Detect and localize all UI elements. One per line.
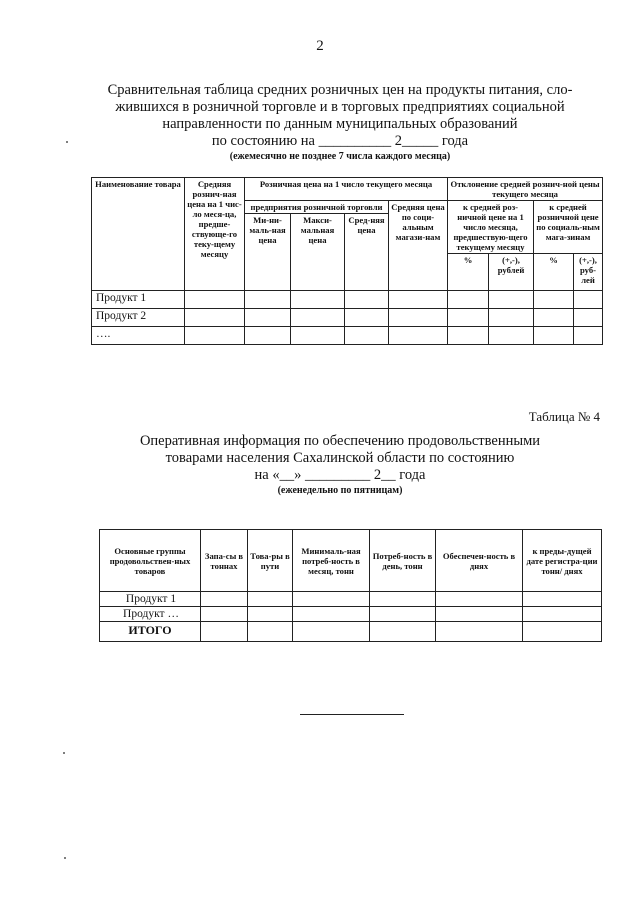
row-label: …. (92, 327, 185, 345)
col-header-retail-price-group: Розничная цена на 1 число текущего месяца (245, 178, 448, 201)
col-header-min-demand: Минималь-ная потреб-ность в месяц, тонн (293, 530, 370, 592)
col-header-avg-price-prev: Средняя рознич-ная цена на 1 чис-ло меся-ца, предше-ствующе-го теку-щему месяцу (185, 178, 245, 291)
col-header-to-prev-month: к средней роз-ничной цене на 1 число месяца, предшествую-щего текущему месяцу (448, 201, 534, 254)
total-label: ИТОГО (100, 622, 201, 642)
page-number: 2 (316, 38, 324, 54)
scan-speck (63, 752, 65, 754)
food-supply-table (99, 529, 602, 642)
table1-header-row-1 (92, 178, 603, 201)
scan-speck (64, 857, 66, 859)
section2-note: (еженедельно по пятницам) (277, 485, 403, 496)
col-header-in-transit: Това-ры в пути (248, 530, 293, 592)
table-row (92, 291, 603, 309)
footer-rule (300, 714, 404, 715)
col-header-food-groups: Основные группы продовольствен-ных товаров (100, 530, 201, 592)
col-header-rub-1: (+,-), рублей (489, 254, 534, 291)
col-header-name: Наименование товара (92, 178, 185, 291)
section2-title-line-1: Оперативная информация по обеспечению продовольственными (139, 433, 541, 449)
table-row (92, 309, 603, 327)
price-comparison-table (91, 177, 603, 345)
col-header-social-stores-price: Средняя цена по соци-альным магази-нам (389, 201, 448, 291)
table-row (92, 327, 603, 345)
scan-speck (66, 141, 68, 143)
col-header-retail-enterprises: предприятия розничной торговли (245, 201, 389, 214)
col-header-to-social: к средней розничной цене по социаль-ным мага-зинам (534, 201, 603, 254)
col-header-max-price: Макси-мальная цена (291, 214, 345, 291)
col-header-deviation-group: Отклонение средней рознич-ной цены текущего месяца (448, 178, 603, 201)
section1-title-line-2: жившихся в розничной торговле и в торговых предприятиях социальной (115, 99, 565, 115)
table2-header-row (100, 530, 602, 592)
col-header-to-previous-date: к преды-дущей дате регистра-ции тонн/ днях (523, 530, 602, 592)
section1-title-line-1: Сравнительная таблица средних розничных цен на продукты питания, сло- (107, 82, 573, 98)
row-label: Продукт 2 (92, 309, 185, 327)
col-header-supply-days: Обеспечен-ность в днях (436, 530, 523, 592)
col-header-pct-1: % (448, 254, 489, 291)
col-header-rub-2: (+,-), руб-лей (574, 254, 603, 291)
row-label: Продукт 1 (100, 592, 201, 607)
col-header-stocks: Запа-сы в тоннах (201, 530, 248, 592)
section2-title-line-2: товарами населения Сахалинской области по состоянию (165, 450, 515, 466)
col-header-avg-price: Сред-няя цена (345, 214, 389, 291)
table-4-label: Таблица № 4 (528, 409, 600, 424)
col-header-min-price: Ми-ни-маль-ная цена (245, 214, 291, 291)
table-row-total (100, 622, 602, 642)
section2-title-line-3: на «__» _________ 2__ года (254, 467, 426, 483)
col-header-daily-demand: Потреб-ность в день, тонн (370, 530, 436, 592)
section1-title-line-3: направленности по данным муниципальных образований (162, 116, 518, 132)
col-header-pct-2: % (534, 254, 574, 291)
table-row (100, 592, 602, 607)
row-label: Продукт … (100, 607, 201, 622)
table-row (100, 607, 602, 622)
row-label: Продукт 1 (92, 291, 185, 309)
section1-title-line-4: по состоянию на __________ 2_____ года (211, 133, 469, 149)
section1-note: (ежемесячно не позднее 7 числа каждого месяца) (229, 151, 451, 162)
